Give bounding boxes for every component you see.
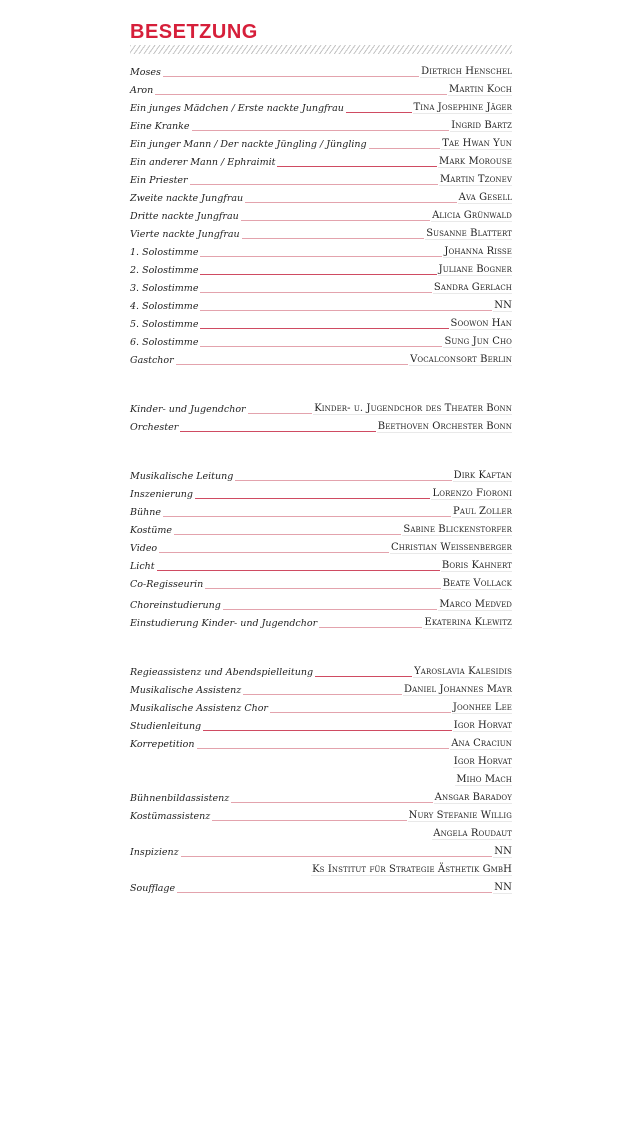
cast-name: Lorenzo Fioroni <box>432 488 512 499</box>
leader-line <box>245 202 457 203</box>
cast-row <box>130 826 512 840</box>
cast-role: Kostüme <box>130 525 173 536</box>
cast-row <box>130 64 512 78</box>
cast-row <box>130 700 512 714</box>
cast-name: Martin Tzonev <box>439 174 512 185</box>
cast-name: Sandra Gerlach <box>433 282 512 293</box>
cast-row <box>130 664 512 678</box>
cast-name: NN <box>494 300 512 311</box>
cast-row <box>130 862 512 876</box>
cast-name: Susanne Blattert <box>426 228 512 239</box>
cast-name: Ana Craciun <box>451 738 512 749</box>
cast-name: Angela Roudaut <box>433 828 512 839</box>
cast-name: Alicia Grünwald <box>432 210 512 221</box>
cast-role: Einstudierung Kinder- und Jugendchor <box>130 618 318 629</box>
cast-name: Yaroslavia Kalesidis <box>414 666 512 677</box>
cast-row <box>130 154 512 168</box>
cast-row <box>130 352 512 366</box>
cast-name: Nury Stefanie Willig <box>408 810 512 821</box>
cast-role: Zweite nackte Jungfrau <box>130 193 244 204</box>
cast-row <box>130 597 512 611</box>
cast-row <box>130 298 512 312</box>
leader-line <box>200 274 436 275</box>
cast-name: Ansgar Baradoy <box>434 792 512 803</box>
cast-row <box>130 718 512 732</box>
leader-line <box>277 166 437 167</box>
cast-role: Co-Regisseurin <box>130 579 204 590</box>
leader-line <box>176 364 408 365</box>
leader-line <box>192 130 450 131</box>
hatched-divider <box>130 45 512 54</box>
cast-row <box>130 844 512 858</box>
cast-name: Joonhee Lee <box>452 702 512 713</box>
cast-name: Tae Hwan Yun <box>442 138 512 149</box>
cast-row <box>130 736 512 750</box>
cast-row <box>130 244 512 258</box>
cast-role: Bühne <box>130 507 161 518</box>
cast-name: Igor Horvat <box>453 756 512 767</box>
cast-name: Mark Morouse <box>439 156 512 167</box>
cast-name: Martin Koch <box>449 84 512 95</box>
leader-line <box>200 310 492 311</box>
cast-role: Dritte nackte Jungfrau <box>130 211 239 222</box>
leader-line <box>231 802 432 803</box>
leader-line <box>200 256 442 257</box>
cast-row <box>130 754 512 768</box>
cast-name: Paul Zoller <box>453 506 512 517</box>
cast-name: Dirk Kaftan <box>453 470 512 481</box>
leader-line <box>190 184 438 185</box>
leader-line <box>235 480 451 481</box>
cast-role: Choreinstudierung <box>130 600 221 611</box>
cast-role: Musikalische Assistenz <box>130 685 242 696</box>
cast-role: Kinder- und Jugendchor <box>130 404 246 415</box>
leader-line <box>205 588 440 589</box>
leader-line <box>195 498 430 499</box>
leader-line <box>212 820 406 821</box>
cast-row <box>130 808 512 822</box>
cast-row <box>130 576 512 590</box>
cast-row <box>130 172 512 186</box>
cast-row <box>130 558 512 572</box>
leader-line <box>181 856 493 857</box>
cast-role: Ein Priester <box>130 175 188 186</box>
cast-role: Orchester <box>130 422 179 433</box>
cast-role: Ein junger Mann / Der nackte Jüngling / Jüngling <box>130 139 367 150</box>
cast-row <box>130 208 512 222</box>
page-title: BESETZUNG <box>130 21 258 43</box>
cast-name: Kinder- u. Jugendchor des Theater Bonn <box>314 403 512 414</box>
cast-row <box>130 880 512 894</box>
leader-line <box>241 220 430 221</box>
cast-role: 2. Solostimme <box>130 265 199 276</box>
cast-row <box>130 136 512 150</box>
leader-line <box>197 748 450 749</box>
cast-name: Sung Jun Cho <box>444 336 512 347</box>
cast-role: Musikalische Assistenz Chor <box>130 703 268 714</box>
cast-name: Beate Vollack <box>442 578 512 589</box>
cast-row <box>130 468 512 482</box>
cast-row <box>130 82 512 96</box>
cast-name: NN <box>494 882 512 893</box>
leader-line <box>200 292 431 293</box>
leader-line <box>155 94 447 95</box>
cast-row <box>130 772 512 786</box>
cast-name: Boris Kahnert <box>441 560 512 571</box>
cast-name: Ks Institut für Strategie Ästhetik GmbH <box>312 864 512 875</box>
cast-role: Inszenierung <box>130 489 194 500</box>
cast-row <box>130 522 512 536</box>
cast-name: Christian Weissenberger <box>390 542 512 553</box>
cast-role: Korrepetition <box>130 739 195 750</box>
cast-name: Daniel Johannes Mayr <box>403 684 512 695</box>
leader-line <box>369 148 441 149</box>
cast-row <box>130 615 512 629</box>
cast-row <box>130 401 512 415</box>
cast-row <box>130 118 512 132</box>
cast-role: 4. Solostimme <box>130 301 199 312</box>
leader-line <box>248 413 313 414</box>
cast-role: Studienleitung <box>130 721 202 732</box>
cast-row <box>130 540 512 554</box>
cast-name: Tina Josephine Jäger <box>413 102 512 113</box>
cast-role: Musikalische Leitung <box>130 471 234 482</box>
cast-role: Eine Kranke <box>130 121 190 132</box>
cast-row <box>130 504 512 518</box>
cast-page <box>130 21 512 894</box>
cast-row <box>130 226 512 240</box>
leader-line <box>177 892 492 893</box>
cast-row <box>130 262 512 276</box>
leader-line <box>319 627 422 628</box>
cast-role: Moses <box>130 67 161 78</box>
cast-name: Igor Horvat <box>453 720 512 731</box>
leader-line <box>243 694 402 695</box>
cast-role: Kostümassistenz <box>130 811 211 822</box>
cast-row <box>130 790 512 804</box>
cast-name: Soowon Han <box>450 318 512 329</box>
cast-name: Marco Medved <box>439 599 512 610</box>
leader-line <box>346 112 412 113</box>
cast-name: Ingrid Bartz <box>451 120 512 131</box>
cast-name: Juliane Bogner <box>438 264 512 275</box>
cast-row <box>130 190 512 204</box>
cast-name: Beethoven Orchester Bonn <box>377 421 512 432</box>
leader-line <box>180 431 376 432</box>
cast-role: 1. Solostimme <box>130 247 199 258</box>
leader-line <box>203 730 452 731</box>
cast-row <box>130 682 512 696</box>
cast-row <box>130 280 512 294</box>
cast-role: Licht <box>130 561 155 572</box>
leader-line <box>174 534 401 535</box>
cast-name: Vocalconsort Berlin <box>410 354 512 365</box>
cast-name: Ava Gesell <box>458 192 512 203</box>
cast-role: 3. Solostimme <box>130 283 199 294</box>
leader-line <box>200 346 442 347</box>
cast-row <box>130 100 512 114</box>
cast-role: Gastchor <box>130 355 174 366</box>
cast-role: 6. Solostimme <box>130 337 199 348</box>
cast-role: Bühnenbildassistenz <box>130 793 230 804</box>
leader-line <box>270 712 451 713</box>
cast-role: Vierte nackte Jungfrau <box>130 229 240 240</box>
cast-name: Johanna Risse <box>444 246 512 257</box>
leader-line <box>163 76 419 77</box>
leader-line <box>242 238 425 239</box>
leader-line <box>315 676 412 677</box>
leader-line <box>163 516 451 517</box>
cast-name: NN <box>494 846 512 857</box>
leader-line <box>200 328 448 329</box>
leader-line <box>159 552 389 553</box>
cast-role: Ein anderer Mann / Ephraimit <box>130 157 276 168</box>
cast-role: Video <box>130 543 158 554</box>
cast-role: Inspizienz <box>130 847 179 858</box>
cast-row <box>130 486 512 500</box>
leader-line <box>223 609 438 610</box>
cast-row <box>130 334 512 348</box>
cast-row <box>130 316 512 330</box>
cast-role: 5. Solostimme <box>130 319 199 330</box>
cast-name: Miho Mach <box>456 774 512 785</box>
cast-role: Regieassistenz und Abendspielleitung <box>130 667 314 678</box>
cast-name: Sabine Blickenstorfer <box>403 524 512 535</box>
cast-role: Soufflage <box>130 883 176 894</box>
leader-line <box>157 570 440 571</box>
cast-role: Aron <box>130 85 154 96</box>
cast-name: Ekaterina Klewitz <box>424 617 512 628</box>
cast-role: Ein junges Mädchen / Erste nackte Jungfrau <box>130 103 344 114</box>
cast-name: Dietrich Henschel <box>421 66 512 77</box>
cast-row <box>130 419 512 433</box>
